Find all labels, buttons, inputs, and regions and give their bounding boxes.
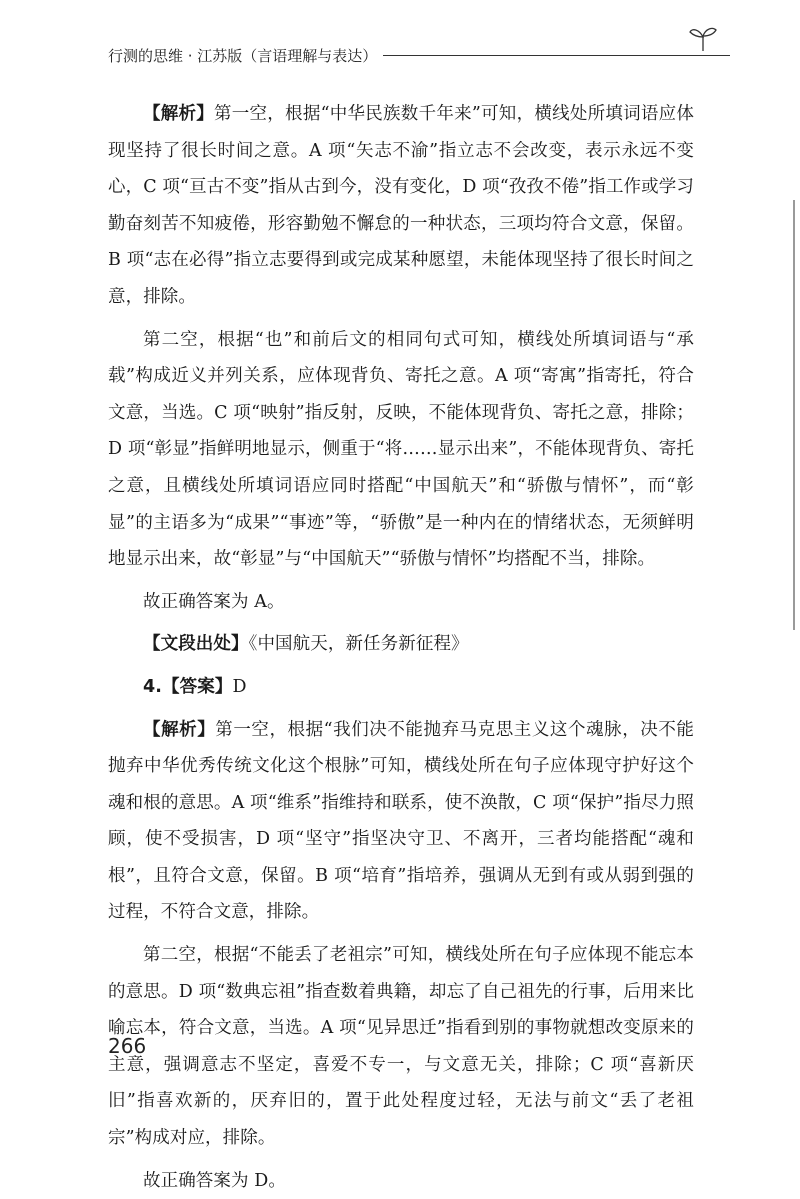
paragraph bbox=[108, 669, 694, 706]
section-tag: 【解析】 bbox=[143, 104, 215, 124]
paragraph-text: 《中国航天，新任务新征程》 bbox=[248, 634, 469, 655]
paragraph-text: 第二空，根据“不能丢了老祖宗”可知，横线处所在句子应体现不能忘本的意思。D 项“数典忘祖”指查数着典籍，却忘了自己祖先的行事，后用来比喻忘本，符合文意，当选。A 项“见异思迁”指看到别的事物就想改变原来的主意，强调意志不坚定，喜爱不专一，与文意无关，排除；C 项“喜新厌旧”指喜欢新的，厌弃旧的，置于此处程度过轻，无法与前文“丢了老祖宗”构成对应，排除。 bbox=[108, 945, 694, 1149]
paragraph-text: 第一空，根据“我们决不能抛弃马克思主义这个魂脉，决不能抛弃中华优秀传统文化这个根脉”可知，横线处所在句子应体现守护好这个魂和根的意思。A 项“维系”指维持和联系，使不涣散，C 项“保护”指尽力照顾，使不受损害，D 项“坚守”指坚决守卫、不离开，三者均能搭配“魂和根”，且符合文意，保留。B 项“培育”指培养，强调从无到有或从弱到强的过程，不符合文意，排除。 bbox=[108, 719, 694, 923]
header-rule bbox=[383, 55, 730, 56]
paragraph bbox=[108, 322, 694, 578]
paragraph bbox=[108, 1163, 694, 1199]
page-edge-shadow bbox=[793, 200, 795, 630]
paragraph bbox=[108, 937, 694, 1157]
answer-value: D bbox=[232, 676, 247, 697]
paragraph bbox=[108, 96, 694, 316]
paragraph-text: 故正确答案为 A。 bbox=[143, 591, 285, 612]
paragraph bbox=[108, 584, 694, 621]
paragraph bbox=[108, 712, 694, 932]
section-tag: 【解析】 bbox=[143, 719, 216, 740]
paragraph bbox=[108, 626, 694, 663]
paragraph-text: 第二空，根据“也”和前后文的相同句式可知，横线处所填词语与“承载”构成近义并列关系，应体现背负、寄托之意。A 项“寄寓”指寄托，符合文意，当选。C 项“映射”指反射，反映，不能体现背负、寄托之意，排除；D 项“彰显”指鲜明地显示，侧重于“将……显示出来”，不能体现背负、寄托之意，且横线处所填词语应同时搭配“中国航天”和“骄傲与情怀”，而“彰显”的主语多为“成果”“事迹”等，“骄傲”是一种内在的情绪状态，无须鲜明地显示出来，故“彰显”与“中国航天”“骄傲与情怀”均搭配不当，排除。 bbox=[108, 329, 694, 570]
running-header bbox=[108, 44, 730, 66]
paragraph-text: 第一空，根据“中华民族数千年来”可知，横线处所填词语应体现坚持了很长时间之意。A 项“矢志不渝”指立志不会改变，表示永远不变心，C 项“亘古不变”指从古到今，没有变化，D 项“孜孜不倦”指工作或学习勤奋刻苦不知疲倦，形容勤勉不懈怠的一种状态，三项均符合文意，保留。B 项“志在必得”指立志要得到或完成某种愿望，未能体现坚持了很长时间之意，排除。 bbox=[108, 104, 694, 307]
body-text bbox=[108, 96, 694, 1199]
section-tag: 【文段出处】 bbox=[143, 634, 249, 655]
sprout-icon bbox=[688, 24, 718, 52]
header-title: 行测的思维 · 江苏版（言语理解与表达） bbox=[108, 46, 378, 65]
paragraph-text: 故正确答案为 D。 bbox=[143, 1170, 286, 1191]
page-number: 266 bbox=[108, 1034, 147, 1058]
answer-tag: 4.【答案】 bbox=[143, 676, 233, 697]
